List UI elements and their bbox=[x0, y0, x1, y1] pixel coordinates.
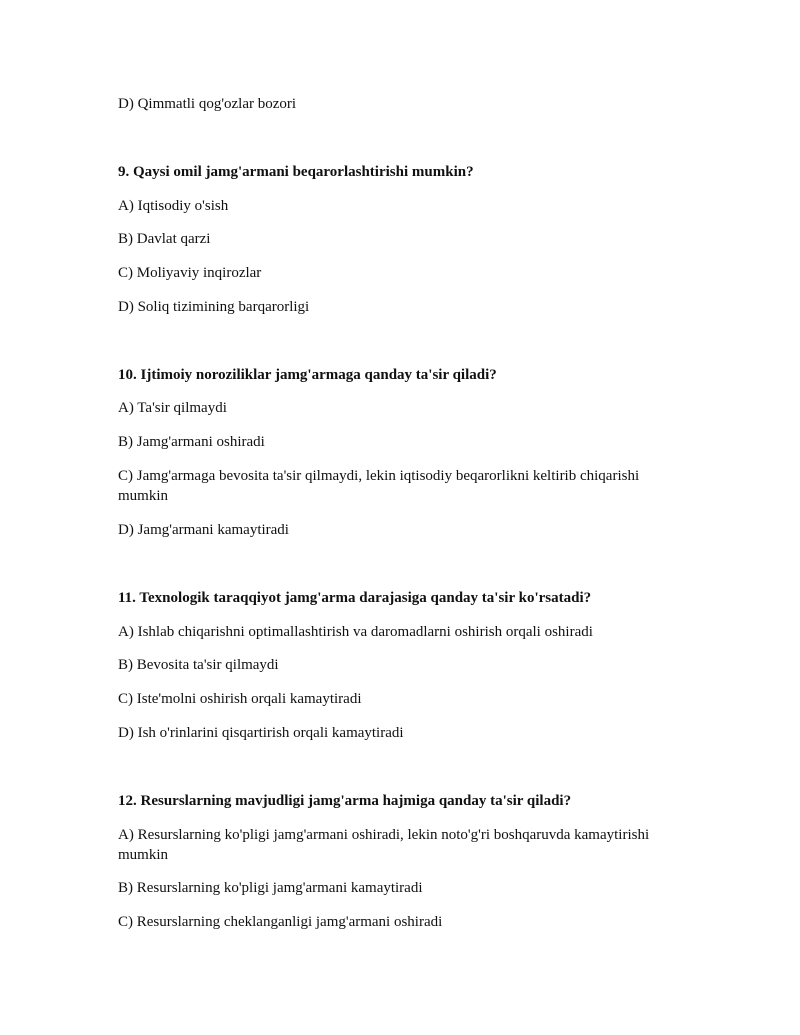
option-10a: A) Ta'sir qilmaydi bbox=[118, 400, 227, 416]
option-10d: D) Jamg'armani kamaytiradi bbox=[118, 522, 289, 538]
question-11: 11. Texnologik taraqqiyot jamg'arma darajasiga qanday ta'sir ko'rsatadi? bbox=[118, 590, 592, 606]
option-9a: A) Iqtisodiy o'sish bbox=[118, 198, 229, 214]
option-10b: B) Jamg'armani oshiradi bbox=[118, 434, 265, 450]
question-10: 10. Ijtimoiy noroziliklar jamg'armaga qanday ta'sir qiladi? bbox=[118, 367, 497, 383]
option-11d: D) Ish o'rinlarini qisqartirish orqali kamaytiradi bbox=[118, 725, 404, 741]
question-9: 9. Qaysi omil jamg'armani beqarorlashtirishi mumkin? bbox=[118, 164, 474, 180]
option-11a: A) Ishlab chiqarishni optimallashtirish va daromadlarni oshirish orqali oshiradi bbox=[118, 624, 593, 640]
option-11b: B) Bevosita ta'sir qilmaydi bbox=[118, 657, 279, 673]
option-text: D) Qimmatli qog'ozlar bozori bbox=[118, 96, 297, 112]
option-11c: C) Iste'molni oshirish orqali kamaytiradi bbox=[118, 691, 362, 707]
option-9d: D) Soliq tizimining barqarorligi bbox=[118, 299, 310, 315]
question-12: 12. Resurslarning mavjudligi jamg'arma hajmiga qanday ta'sir qiladi? bbox=[118, 793, 572, 809]
option-12a: A) Resurslarning ko'pligi jamg'armani oshiradi, lekin noto'g'ri boshqaruvda kamaytirishi mumkin bbox=[118, 827, 650, 863]
option-9b: B) Davlat qarzi bbox=[118, 231, 211, 247]
option-12b: B) Resurslarning ko'pligi jamg'armani kamaytiradi bbox=[118, 880, 423, 896]
option-12c: C) Resurslarning cheklanganligi jamg'armani oshiradi bbox=[118, 914, 443, 930]
option-9c: C) Moliyaviy inqirozlar bbox=[118, 265, 262, 281]
option-10c: C) Jamg'armaga bevosita ta'sir qilmaydi, lekin iqtisodiy beqarorlikni keltirib chiqarishi mumkin bbox=[118, 468, 640, 504]
